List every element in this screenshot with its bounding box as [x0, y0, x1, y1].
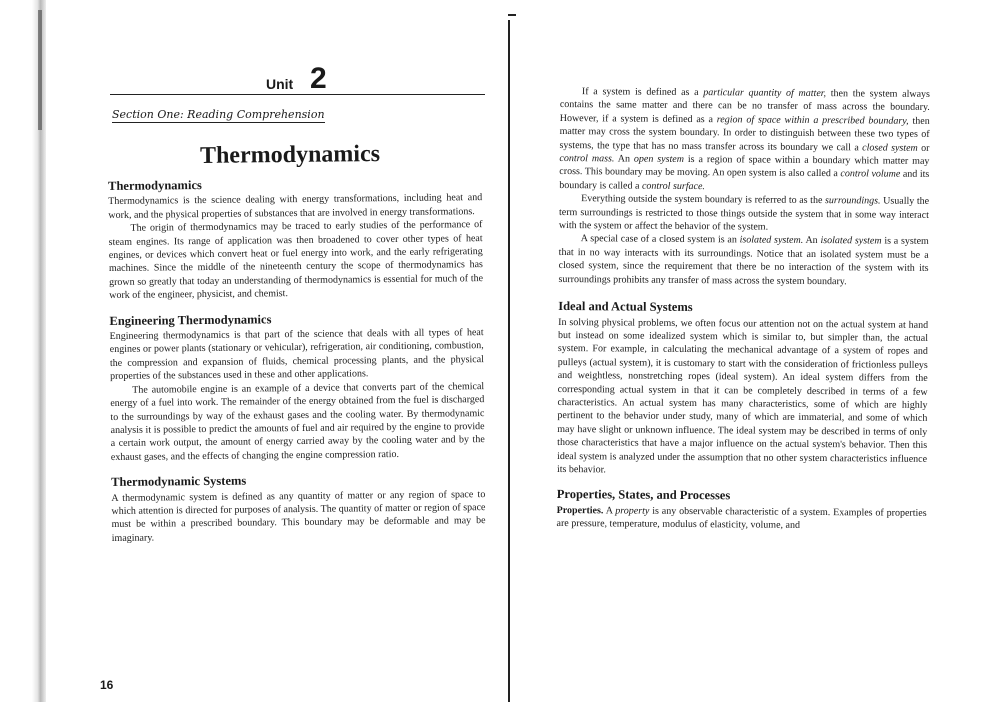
- emphasis: closed system: [862, 142, 918, 154]
- page-title: Thermodynamics: [199, 141, 381, 169]
- emphasis: surroundings.: [825, 195, 881, 207]
- emphasis: isolated system.: [739, 234, 804, 247]
- section-heading: Engineering Thermodynamics: [109, 311, 272, 328]
- section-heading: Properties, States, and Processes: [556, 487, 731, 503]
- text-run: is a system that in no way interacts with its surroundings. Notice that an isolated system must be a closed system, since the requirement that there be no interaction of the system with its surroundings prohibits any transfer of mass across the system boundary.: [558, 235, 929, 287]
- emphasis: control mass.: [559, 153, 615, 165]
- left-column: [108, 176, 486, 557]
- section-thermodynamic-systems: [111, 472, 486, 545]
- systems-continued: [558, 85, 930, 289]
- paragraph: [558, 232, 928, 289]
- emphasis: isolated system: [820, 235, 882, 247]
- section-label: Section One: Reading Comprehension: [112, 108, 325, 121]
- unit-number: 2: [310, 62, 327, 95]
- scan-edge-mark: [38, 10, 42, 130]
- text-run: Everything outside the system boundary is referred to as the: [581, 193, 826, 207]
- paragraph: The origin of thermodynamics may be traced to early studies of the performance of steam engines. Its range of application was then broadened to cover other types of heat engines, or devices which convert heat or fuel energy into work, and the early refrigerating machines. Since the middle of the nineteenth century the scope of thermodynamics has grown so greatly that today an understanding of thermodynamics is essential for much of the work of the engineer, physicist, and chemist.: [108, 219, 484, 302]
- emphasis: control surface.: [641, 180, 705, 192]
- text-run: or: [917, 142, 930, 154]
- run-in-heading: Properties.: [556, 504, 604, 517]
- section-thermodynamics: [108, 176, 483, 303]
- paragraph: Thermodynamics is the science dealing with energy transformations, including heat and work, and the physical properties of substances that are involved in energy transformations.: [108, 192, 483, 221]
- text-run: then matter may cross the system boundary. In order to distinguish between these two types of systems, the type that has no mass transfer across its boundary we call a: [559, 115, 930, 154]
- text-run: is any observable characteristic of a system. Examples of properties are pressure, temperature, modulus of elasticity, volume, and: [556, 505, 927, 532]
- text-run: If a system is defined as a: [581, 86, 704, 99]
- paragraph: Engineering thermodynamics is that part of the science that deals with all types of heat engines or power plants (stationary or vehicular), refrigeration, air conditioning, combustion, the compression and expansion of fluids, chemical processing plants, and the physical properties of the substances used in these and other applications.: [109, 327, 484, 383]
- paragraph: [557, 504, 927, 534]
- text-run: An: [614, 153, 634, 165]
- page-number: 16: [100, 678, 114, 692]
- section-properties-states-processes: [557, 488, 927, 533]
- text-run: and its boundary is called a: [559, 169, 930, 192]
- paragraph: A thermodynamic system is defined as any quantity of matter or any region of space to which attention is directed for purposes of analysis. The quantity of matter or region of space must be within a prescribed boundary. This boundary may be deformable and may be imaginary.: [111, 488, 486, 544]
- right-column: [556, 85, 930, 545]
- text-run: A special case of a closed system is an: [580, 233, 740, 246]
- section-heading: Thermodynamic Systems: [111, 473, 247, 490]
- text-run: is a region of space within a boundary which matter may cross. This boundary may be moving. An open system is also called a: [559, 154, 930, 180]
- emphasis: region of space within a prescribed boundary,: [716, 114, 909, 127]
- text-run: then the system always contains the same matter and there can be no transfer of mass across the boundary. However, if a system is defined as a: [559, 88, 930, 126]
- section-heading: Ideal and Actual Systems: [558, 299, 693, 315]
- unit-header: [110, 58, 485, 95]
- paragraph: The automobile engine is an example of a device that converts part of the chemical energy of a fuel into work. The remainder of the energy obtained from the fuel is discharged to the surroundings by way of the exhaust gases and the cooling water. By thermodynamic analysis it is possible to predict the amounts of fuel and air required by the engine to provide a certain work output, the amount of energy carried away by the cooling water and by the exhaust gases, and the effects of changing the engine compression ratio.: [110, 380, 485, 463]
- section-engineering-thermodynamics: [109, 311, 485, 464]
- emphasis: control volume: [840, 168, 901, 181]
- paragraph: [559, 85, 930, 195]
- emphasis: particular quantity of matter,: [703, 87, 827, 100]
- paragraph: In solving physical problems, we often focus our attention not on the actual system at hand but instead on some idealized system which is similar to, but simpler than, the actual system. For example, in calculating the mechanical advantage of a system of ropes and pulleys (actual system), it is customary to start with the consideration of frictionless pulleys and weightless, nonstretching ropes (ideal system). An ideal system differs from the corresponding actual system in that it can be completely described in terms of a few characteristics. An actual system has many characteristics, some of which are highly pertinent to the behavior under study, many of which are immaterial, and some of which may have slight or unknown influence. The ideal system may be described in terms of only those characteristics that have a major influence on the actual system's behavior. Then this ideal system is analyzed under the assumption that no other system characteristics influence its behavior.: [556, 316, 929, 476]
- page-gutter: [508, 20, 510, 702]
- section-heading: Thermodynamics: [107, 178, 202, 193]
- text-run: An: [803, 235, 821, 247]
- unit-label: Unit: [266, 76, 294, 92]
- emphasis: open system: [633, 153, 685, 166]
- section-ideal-actual-systems: [557, 300, 928, 479]
- emphasis: property: [615, 505, 650, 517]
- text-run: A: [603, 505, 616, 517]
- paragraph: [559, 192, 929, 235]
- text-run: Usually the term surroundings is restricted to those things outside the system that in some way interact with the system or affect the behavior of the system.: [558, 195, 930, 233]
